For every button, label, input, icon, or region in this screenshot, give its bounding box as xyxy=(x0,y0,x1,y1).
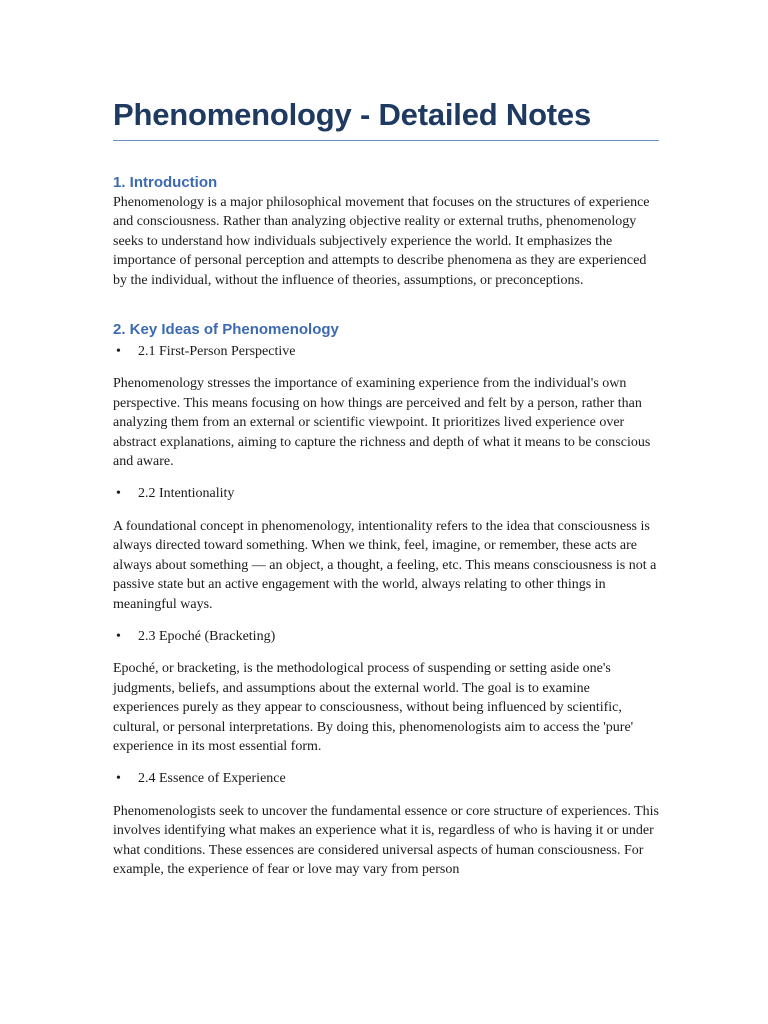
document-title: Phenomenology - Detailed Notes xyxy=(113,96,659,141)
subsection-label: 2.4 Essence of Experience xyxy=(138,771,286,787)
bullet-marker: • xyxy=(116,486,121,502)
list-item-epoche xyxy=(113,627,659,646)
section-heading-key-ideas: 2. Key Ideas of Phenomenology xyxy=(113,321,339,339)
list-item-essence-of-experience xyxy=(113,769,659,788)
list-item-intentionality xyxy=(113,484,659,503)
section-heading-introduction: 1. Introduction xyxy=(113,174,218,191)
bullet-marker: • xyxy=(116,628,121,644)
subsection-label: 2.3 Epoché (Bracketing) xyxy=(138,628,276,644)
list-item-first-person-perspective xyxy=(113,342,659,361)
bullet-marker: • xyxy=(116,344,121,360)
intentionality-paragraph: A foundational concept in phenomenology, intentionality refers to the idea that consciousness is always directed toward something. When we think, feel, imagine, or remember, these acts are always about something — an object, a thought, a feeling, etc. This means consciousness is not a passive state but an active engagement with the world, always relating to other things in meaningful ways. xyxy=(113,518,657,612)
bullet-marker: • xyxy=(116,771,121,787)
subsection-label: 2.2 Intentionality xyxy=(138,486,235,502)
essence-of-experience-paragraph: Phenomenologists seek to uncover the fundamental essence or core structure of experiences. This involves identifying what makes an experience what it is, regardless of who is having it or under what conditions. These essences are considered universal aspects of human consciousness. For example, the experience of fear or love may vary from person xyxy=(113,803,659,877)
first-person-perspective-paragraph: Phenomenology stresses the importance of examining experience from the individual's own perspective. This means focusing on how things are perceived and felt by a person, rather than analyzing them from an external or scientific viewpoint. It prioritizes lived experience over abstract explanations, aiming to capture the richness and depth of what it means to be conscious and aware. xyxy=(113,376,651,470)
subsection-label: 2.1 First-Person Perspective xyxy=(138,344,296,360)
document-page xyxy=(113,96,659,879)
introduction-paragraph: Phenomenology is a major philosophical movement that focuses on the structures of experience and consciousness. Rather than analyzing objective reality or external truths, phenomenology seeks to understand how individuals subjectively experience the world. It emphasizes the importance of personal perception and attempts to describe phenomena as they are experienced by the individual, without the influence of theories, assumptions, or preconceptions. xyxy=(113,195,650,288)
epoche-paragraph: Epoché, or bracketing, is the methodological process of suspending or setting aside one's judgments, beliefs, and assumptions about the external world. The goal is to examine experiences purely as they appear to consciousness, without being influenced by scientific, cultural, or personal interpretations. By doing this, phenomenologists aim to access the 'pure' experience in its most essential form. xyxy=(113,661,634,754)
